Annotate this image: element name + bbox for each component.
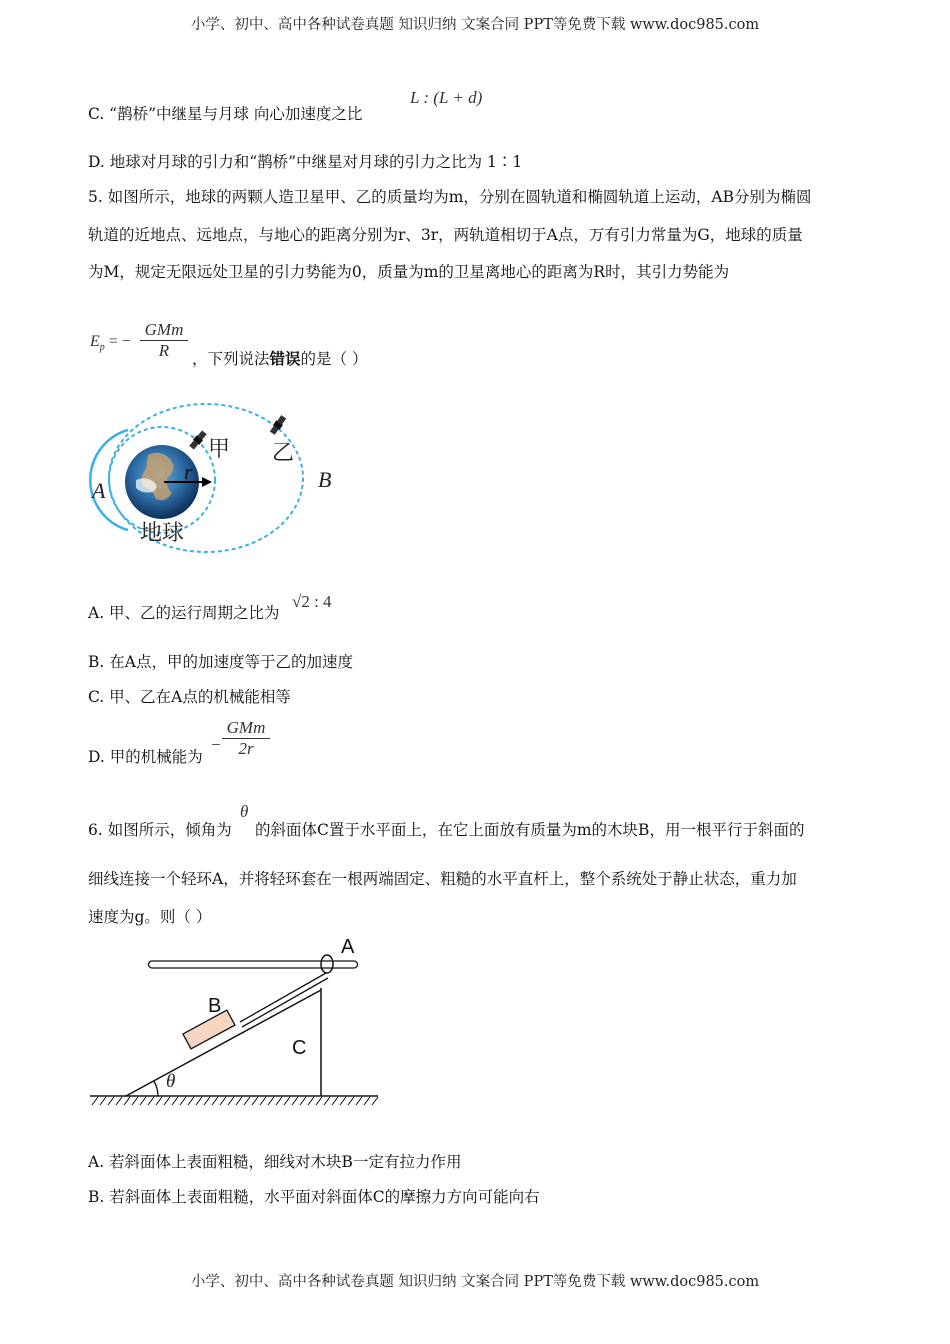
q5-stem-line1: 5. 如图所示，地球的两颗人造卫星甲、乙的质量均为m，分别在圆轨道和椭圆轨道上运动，AB分别为椭圆 (88, 188, 812, 206)
q6-stem-line1-b: 的斜面体C置于水平面上，在它上面放有质量为m的木块B，用一根平行于斜面的 (255, 821, 805, 839)
ring-a (321, 955, 333, 973)
page-header: 小学、初中、高中各种试卷真题 知识归纳 文案合同 PPT等免费下载 www.doc985.com (190, 17, 760, 33)
q5-option-d: D. 甲的机械能为 (88, 748, 203, 766)
radius-arrow-head (202, 477, 212, 487)
q5-option-d-sign: − (211, 735, 221, 754)
q5-option-d-numerator: GMm (226, 718, 266, 737)
q5-option-d-fraction (222, 718, 270, 759)
q4-option-c: C. “鹊桥”中继星与月球 向心加速度之比 (88, 105, 363, 123)
q5-option-d-denominator: 2r (238, 739, 254, 758)
ep-symbol: $E_p$ = − (90, 333, 131, 354)
ring-label-a: A (341, 936, 355, 958)
radius-label: r (184, 459, 193, 484)
angle-label-theta: θ (166, 1071, 176, 1092)
orbit-figure (88, 400, 348, 565)
ep-numerator: GMm (144, 320, 184, 339)
q5-option-b: B. 在A点，甲的加速度等于乙的加速度 (88, 653, 353, 671)
q6-option-a: A. 若斜面体上表面粗糙，细线对木块B一定有拉力作用 (88, 1153, 462, 1171)
ep-denominator: R (158, 341, 170, 360)
satellite-label-jia: 甲 (208, 437, 231, 462)
earth-label: 地球 (140, 521, 185, 546)
rod-left-cap (149, 961, 153, 968)
orbit-label-b: B (318, 467, 332, 492)
string-line-2 (242, 978, 328, 1027)
q5-emphasis: 错误 (269, 349, 301, 368)
satellite-yi-icon (269, 415, 287, 436)
q5-option-a: A. 甲、乙的运行周期之比为 (88, 604, 280, 622)
page-footer: 小学、初中、高中各种试卷真题 知识归纳 文案合同 PPT等免费下载 www.doc985.com (190, 1274, 760, 1290)
q5-stem-line2: 轨道的近地点、远地点，与地心的距离分别为r、3r，两轨道相切于A点，万有引力常量为G，地球的质量 (88, 226, 803, 244)
angle-arc (154, 1081, 158, 1096)
incline-label-c: C (292, 1037, 307, 1059)
q6-theta: θ (240, 802, 249, 821)
q6-stem-line1-a: 6. 如图所示，倾角为 (88, 821, 232, 839)
q5-option-a-ratio: √2 : 4 (292, 592, 332, 611)
q6-option-b: B. 若斜面体上表面粗糙，水平面对斜面体C的摩擦力方向可能向右 (88, 1188, 540, 1206)
satellite-label-yi: 乙 (272, 441, 295, 466)
q4-option-c-ratio: L : (L + d) (410, 88, 483, 107)
ground-hatching (92, 1097, 378, 1105)
orbit-label-a: A (92, 478, 106, 503)
q6-stem-line2: 细线连接一个轻环A，并将轻环套在一根两端固定、粗糙的水平直杆上，整个系统处于静止状态，重力加 (88, 870, 797, 888)
q6-stem-line3: 速度为g。则（ ） (88, 908, 212, 926)
rod-right-cap (354, 961, 358, 968)
block-label-b: B (208, 995, 222, 1017)
string-line-1 (240, 973, 326, 1022)
q4-option-d: D. 地球对月球的引力和“鹊桥”中继星对月球的引力之比为 1∶1 (88, 153, 523, 171)
q5-stem-line3: 为M，规定无限远处卫星的引力势能为0，质量为m的卫星离地心的距离为R时，其引力势能为 (88, 263, 730, 281)
q5-stem-tail: ，下列说法错误的是（ ） (192, 349, 368, 368)
ep-fraction (140, 320, 188, 361)
q5-option-c: C. 甲、乙在A点的机械能相等 (88, 688, 291, 706)
